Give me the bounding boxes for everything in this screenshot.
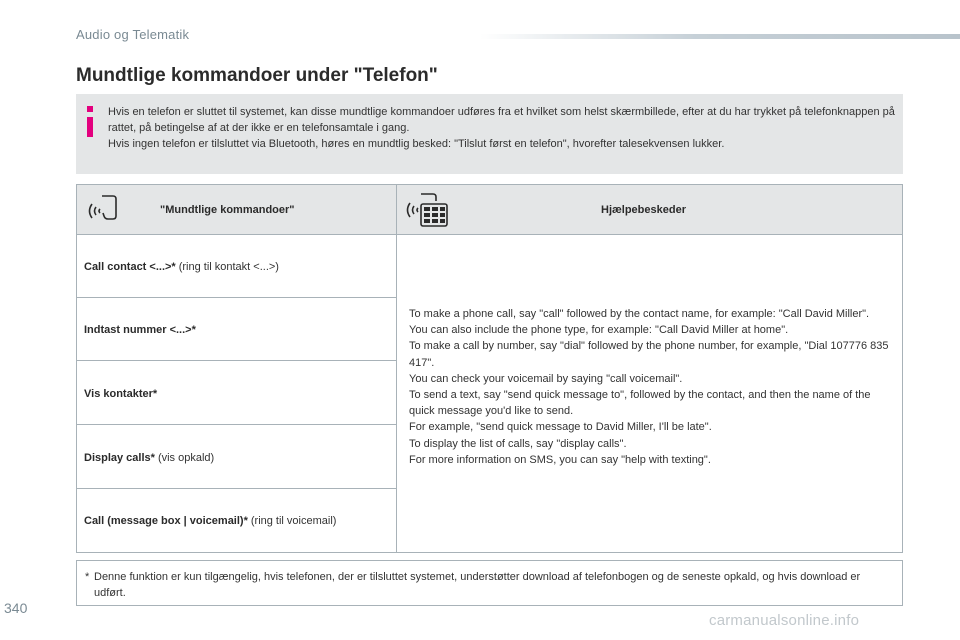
- help-line: For more information on SMS, you can say "help with texting".: [409, 453, 711, 466]
- table-row: [77, 426, 396, 489]
- footnote-box: [76, 560, 903, 606]
- header-label-help: Hjælpebeskeder: [601, 204, 686, 216]
- voice-command-icon: [87, 191, 121, 225]
- header-label-commands: "Mundtlige kommandoer": [160, 204, 295, 216]
- page-number: 340: [4, 600, 28, 616]
- command-translation: (ring til voicemail): [250, 514, 337, 527]
- table-row: [77, 489, 396, 552]
- table-row: [77, 235, 396, 298]
- table-header-row: [77, 185, 902, 235]
- info-paragraph: Hvis en telefon er sluttet til systemet, kan disse mundtlige kommandoer udføres fra et hvilket som helst skærmbillede, efter at du har trykket på telefonknappen på rattet, på betingelse af at der ikke er en telefonsamtale i gang.: [108, 106, 895, 134]
- command-text: Indtast nummer <...>*: [84, 323, 196, 336]
- header-rule: [480, 34, 960, 39]
- help-line: You can also include the phone type, for example: "Call David Miller at home".: [409, 324, 789, 337]
- command-translation: (vis opkald): [157, 451, 215, 464]
- table-row: [77, 298, 396, 361]
- help-line: You can check your voicemail by saying "call voicemail".: [409, 372, 683, 385]
- info-icon: [87, 104, 93, 164]
- commands-column: [77, 235, 397, 552]
- voice-help-icon: [405, 190, 449, 230]
- help-line: To make a phone call, say "call" followed by the contact name, for example: "Call David Miller".: [409, 308, 870, 320]
- command-text: Display calls*: [84, 451, 155, 464]
- command-text: Call contact <...>*: [84, 260, 176, 273]
- header-cell-commands: [77, 185, 397, 234]
- help-line: To make a call by number, say "dial" followed by the phone number, for example, "Dial 107776 835 417".: [409, 340, 889, 369]
- watermark: carmanualsonline.info: [709, 612, 860, 629]
- help-line: For example, "send quick message to David Miller, I'll be late".: [409, 421, 712, 434]
- command-translation: (ring til kontakt <...>): [178, 260, 279, 273]
- help-messages-text: [409, 306, 893, 468]
- command-text: Vis kontakter*: [84, 387, 158, 400]
- info-text: [108, 104, 898, 152]
- help-messages-cell: [397, 235, 902, 552]
- help-line: To display the list of calls, say "display calls".: [409, 437, 627, 450]
- help-line: To send a text, say "send quick message to", followed by the contact, and then the name of the quick message you'd like to send.: [409, 389, 871, 418]
- info-paragraph: Hvis ingen telefon er tilsluttet via Bluetooth, høres en mundtlig besked: "Tilslut først en telefon", hvorefter talesekvensen lukker.: [108, 138, 725, 150]
- voice-commands-table: [76, 184, 903, 553]
- command-text: Call (message box | voicemail)*: [84, 514, 248, 527]
- info-box: [76, 94, 903, 174]
- table-row: [77, 362, 396, 425]
- footnote-text: Denne funktion er kun tilgængelig, hvis telefonen, der er tilsluttet systemet, understøtter download af telefonbogen og de seneste opkald, og hvis download er udført.: [94, 571, 861, 599]
- page-heading: Mundtlige kommandoer under "Telefon": [76, 65, 438, 86]
- section-title: Audio og Telematik: [76, 27, 190, 42]
- header-cell-help: [397, 185, 902, 234]
- footnote-marker: *: [85, 571, 90, 583]
